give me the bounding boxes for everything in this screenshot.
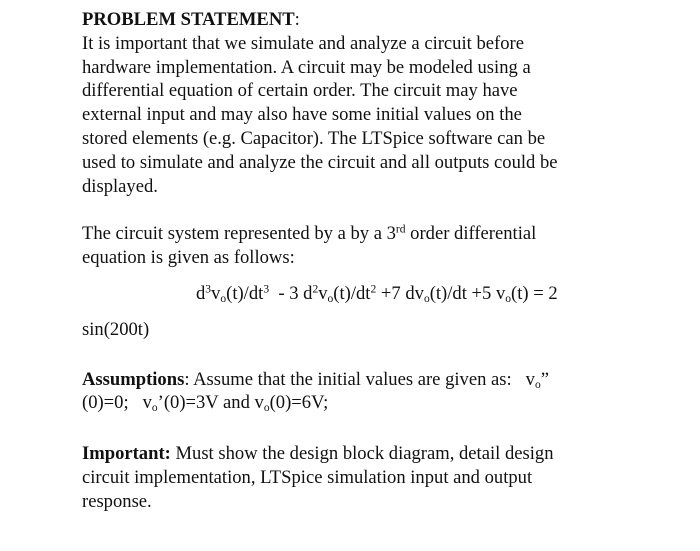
ordinal-superscript: rd — [395, 224, 406, 237]
eq-part: (t)/dt — [226, 282, 264, 304]
intro-line: stored elements (e.g. Capacitor). The LTSpice software can be — [82, 127, 546, 149]
important-text: Must show the design block diagram, detail design — [170, 443, 554, 465]
eq-sub: o — [423, 292, 430, 305]
assumptions-text: ” — [540, 368, 549, 390]
heading-line — [82, 8, 642, 32]
assumptions-line — [82, 368, 642, 392]
intro-line: It is important that we simulate and analyze a circuit before — [82, 32, 524, 54]
assumptions-line — [82, 391, 642, 415]
heading-colon: : — [294, 9, 300, 30]
important-line — [82, 442, 642, 466]
eq-sup: 3 — [263, 283, 270, 296]
eq-part: +7 dv — [376, 282, 424, 304]
system-text: order differential — [405, 223, 537, 245]
system-line: equation is given as follows: — [82, 247, 295, 269]
assumptions-text: (0)=0; v — [82, 392, 152, 414]
intro-line: hardware implementation. A circuit may be modeled using a — [82, 56, 531, 78]
eq-part: v — [318, 282, 328, 304]
system-text: The circuit system represented by a by a 3 — [82, 223, 396, 245]
eq-part: (t)/dt +5 v — [429, 282, 506, 304]
intro-line: used to simulate and analyze the circuit and all outputs could be — [82, 151, 558, 173]
eq-sub: o — [220, 292, 227, 305]
eq-sub: o — [327, 292, 334, 305]
eq-sub: o — [534, 378, 541, 391]
assumptions-text: ’(0)=3V and v — [157, 392, 264, 414]
eq-sub: o — [263, 402, 270, 415]
intro-line: displayed. — [82, 175, 158, 197]
eq-part: (t)/dt — [333, 282, 371, 304]
eq-sup: 3 — [205, 283, 212, 296]
differential-equation — [82, 282, 642, 306]
eq-part: - 3 d — [269, 282, 313, 304]
important-line: response. — [82, 490, 152, 512]
problem-heading: PROBLEM STATEMENT — [82, 9, 295, 30]
eq-part: (t) = 2 — [511, 282, 558, 304]
assumptions-text: : Assume that the initial values are given as: v — [184, 368, 535, 390]
eq-sup: 2 — [370, 283, 377, 296]
assumptions-text: (0)=6V; — [269, 392, 329, 414]
important-label: Important: — [82, 443, 171, 465]
intro-line: differential equation of certain order. The circuit may have — [82, 80, 518, 102]
eq-part: v — [211, 282, 221, 304]
problem-statement — [82, 8, 642, 514]
eq-sup: 2 — [312, 283, 319, 296]
eq-sub: o — [151, 402, 158, 415]
system-line — [82, 222, 642, 246]
eq-sub: o — [505, 292, 512, 305]
important-line: circuit implementation, LTSpice simulation input and output — [82, 466, 533, 488]
assumptions-label: Assumptions — [82, 368, 185, 390]
intro-line: external input and may also have some initial values on the — [82, 104, 522, 126]
equation-continuation: sin(200t) — [82, 318, 150, 340]
eq-part: d — [196, 282, 206, 304]
